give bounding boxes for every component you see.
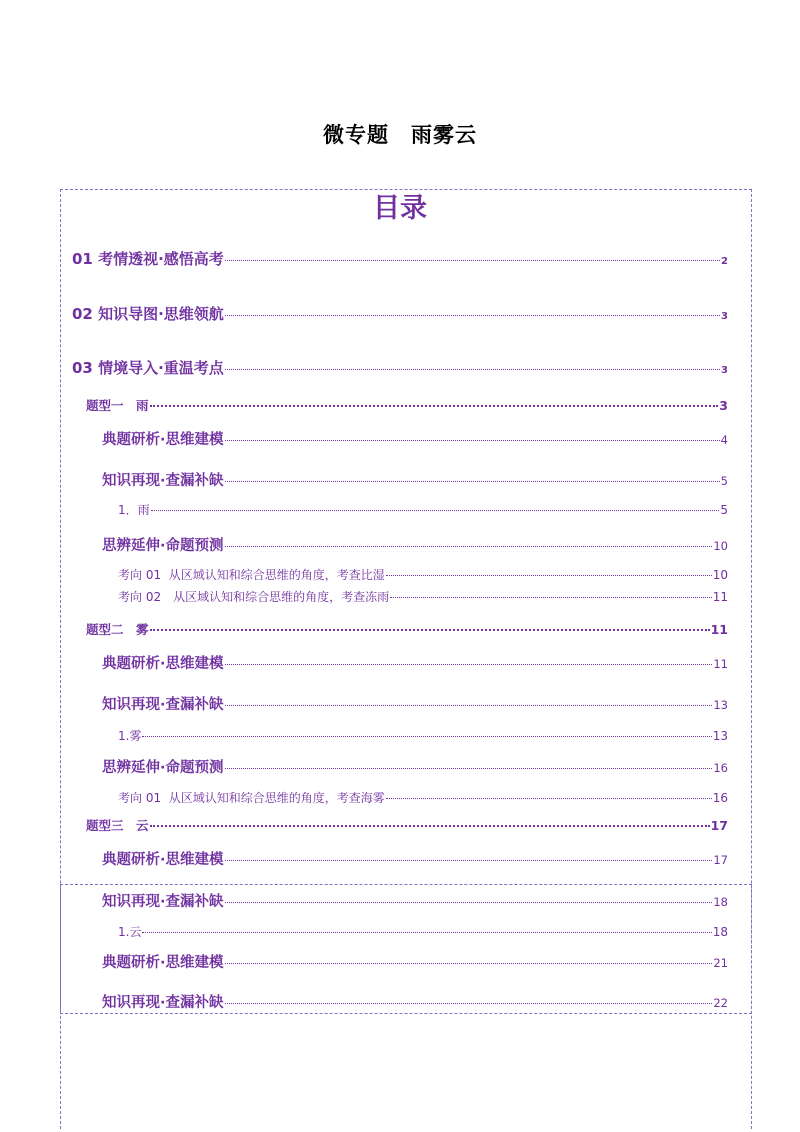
toc-leader-dots (151, 510, 720, 511)
toc-leader-dots (225, 664, 713, 665)
toc-entry-page: 18 (713, 895, 728, 909)
toc-entry-dianti-1[interactable] (102, 428, 728, 449)
toc-leader-dots (225, 902, 713, 903)
toc-entry-type-2[interactable] (86, 620, 728, 638)
toc-entry-label: 知识再现·查漏补缺 (102, 697, 224, 713)
toc-entry-type-3[interactable] (86, 816, 728, 834)
toc-entry-dianti-2[interactable] (102, 652, 728, 673)
toc-entry-yun[interactable] (118, 923, 728, 940)
toc-leader-dots (386, 798, 712, 799)
toc-entry-page: 17 (713, 853, 728, 867)
toc-leader-dots (142, 736, 711, 737)
toc-entry-dianti-4[interactable] (102, 951, 728, 972)
toc-leader-dots (225, 315, 720, 316)
toc-entry-zhishi-4[interactable] (102, 991, 728, 1012)
toc-leader-dots (142, 932, 711, 933)
toc-entry-page: 4 (720, 433, 728, 447)
toc-entry-label: 03 情境导入·重温考点 (72, 359, 224, 377)
toc-entry-kaoxiang-haiwu[interactable] (118, 789, 728, 806)
toc-leader-dots (225, 369, 720, 370)
toc-entry-page: 2 (721, 256, 728, 267)
toc-entry-yu[interactable] (118, 501, 728, 518)
document-title: 微专题 雨雾云 (323, 123, 477, 147)
toc-entry-zhishi-1[interactable] (102, 469, 728, 490)
toc-entry-page: 5 (720, 474, 728, 488)
toc-entry-page: 5 (720, 503, 728, 517)
toc-entry-page: 21 (713, 956, 728, 970)
toc-entry-zhishi-3[interactable] (102, 890, 728, 911)
toc-leader-dots (390, 597, 712, 598)
toc-entry-zhishi-daotu[interactable] (72, 303, 728, 324)
toc-entry-label: 思辨延伸·命题预测 (102, 760, 224, 776)
toc-entry-qingjing[interactable] (72, 357, 728, 378)
toc-entry-page: 17 (710, 818, 728, 833)
toc-leader-dots (386, 575, 712, 576)
toc-entry-label: 题型二 雾 (86, 622, 149, 637)
toc-entry-page: 3 (721, 365, 728, 376)
toc-entry-type-1[interactable] (86, 396, 728, 414)
toc-entry-label: 典题研析·思维建模 (102, 656, 224, 672)
toc-entry-page: 11 (712, 590, 728, 604)
toc-entry-page: 22 (713, 996, 728, 1010)
toc-entry-kaoxiang-bishi[interactable] (118, 566, 728, 583)
toc-entry-label: 题型三 云 (86, 818, 149, 833)
toc-entry-dianti-3[interactable] (102, 848, 728, 869)
toc-leader-dots (225, 481, 720, 482)
toc-leader-dots (150, 825, 710, 827)
toc-entry-sibian-1[interactable] (102, 534, 728, 555)
toc-leader-dots (225, 963, 713, 964)
toc-entry-label: 02 知识导图·思维领航 (72, 305, 224, 323)
toc-entry-label: 知识再现·查漏补缺 (102, 995, 224, 1011)
toc-leader-dots (225, 546, 713, 547)
toc-leader-dots (225, 440, 720, 441)
toc-entry-page: 10 (712, 568, 728, 582)
toc-entry-label: 题型一 雨 (86, 398, 149, 413)
toc-entry-page: 13 (712, 729, 728, 743)
toc-entry-label: 思辨延伸·命题预测 (102, 538, 224, 554)
toc-entry-page: 11 (710, 622, 728, 637)
toc-leader-dots (150, 629, 710, 631)
toc-entry-page: 16 (712, 791, 728, 805)
toc-entry-label: 1.云 (118, 925, 142, 939)
toc-leader-dots (225, 1003, 713, 1004)
toc-entry-label: 典题研析·思维建模 (102, 432, 224, 448)
toc-entry-page: 11 (713, 657, 728, 671)
toc-entry-page: 10 (713, 539, 728, 553)
toc-entry-label: 考向 02 从区域认知和综合思维的角度，考查冻雨 (118, 590, 390, 604)
toc-entry-label: 典题研析·思维建模 (102, 852, 224, 868)
toc-entry-page: 16 (713, 761, 728, 775)
toc-entry-page: 3 (719, 398, 728, 413)
toc-heading: 目录 (373, 193, 427, 224)
toc-entry-kaoqing[interactable] (72, 248, 728, 269)
toc-entry-label: 1.雾 (118, 729, 142, 743)
toc-entry-page: 18 (712, 925, 728, 939)
toc-entry-page: 3 (721, 311, 728, 322)
toc-entry-page: 13 (713, 698, 728, 712)
toc-entry-label: 1．雨 (118, 503, 150, 517)
toc-entry-kaoxiang-dongyu[interactable] (118, 588, 728, 605)
toc-entry-label: 01 考情透视·感悟高考 (72, 250, 224, 268)
toc-entry-label: 典题研析·思维建模 (102, 955, 224, 971)
toc-entry-label: 知识再现·查漏补缺 (102, 473, 224, 489)
toc-leader-dots (225, 260, 720, 261)
toc-entry-sibian-2[interactable] (102, 756, 728, 777)
toc-entry-label: 考向 01 从区域认知和综合思维的角度，考查海雾 (118, 791, 385, 805)
toc-leader-dots (225, 705, 713, 706)
toc-entry-label: 知识再现·查漏补缺 (102, 894, 224, 910)
toc-leader-dots (150, 405, 719, 407)
toc-entry-wu[interactable] (118, 727, 728, 744)
toc-entry-zhishi-2[interactable] (102, 693, 728, 714)
toc-entry-label: 考向 01 从区域认知和综合思维的角度，考查比湿 (118, 568, 385, 582)
toc-leader-dots (225, 860, 713, 861)
toc-leader-dots (225, 768, 713, 769)
